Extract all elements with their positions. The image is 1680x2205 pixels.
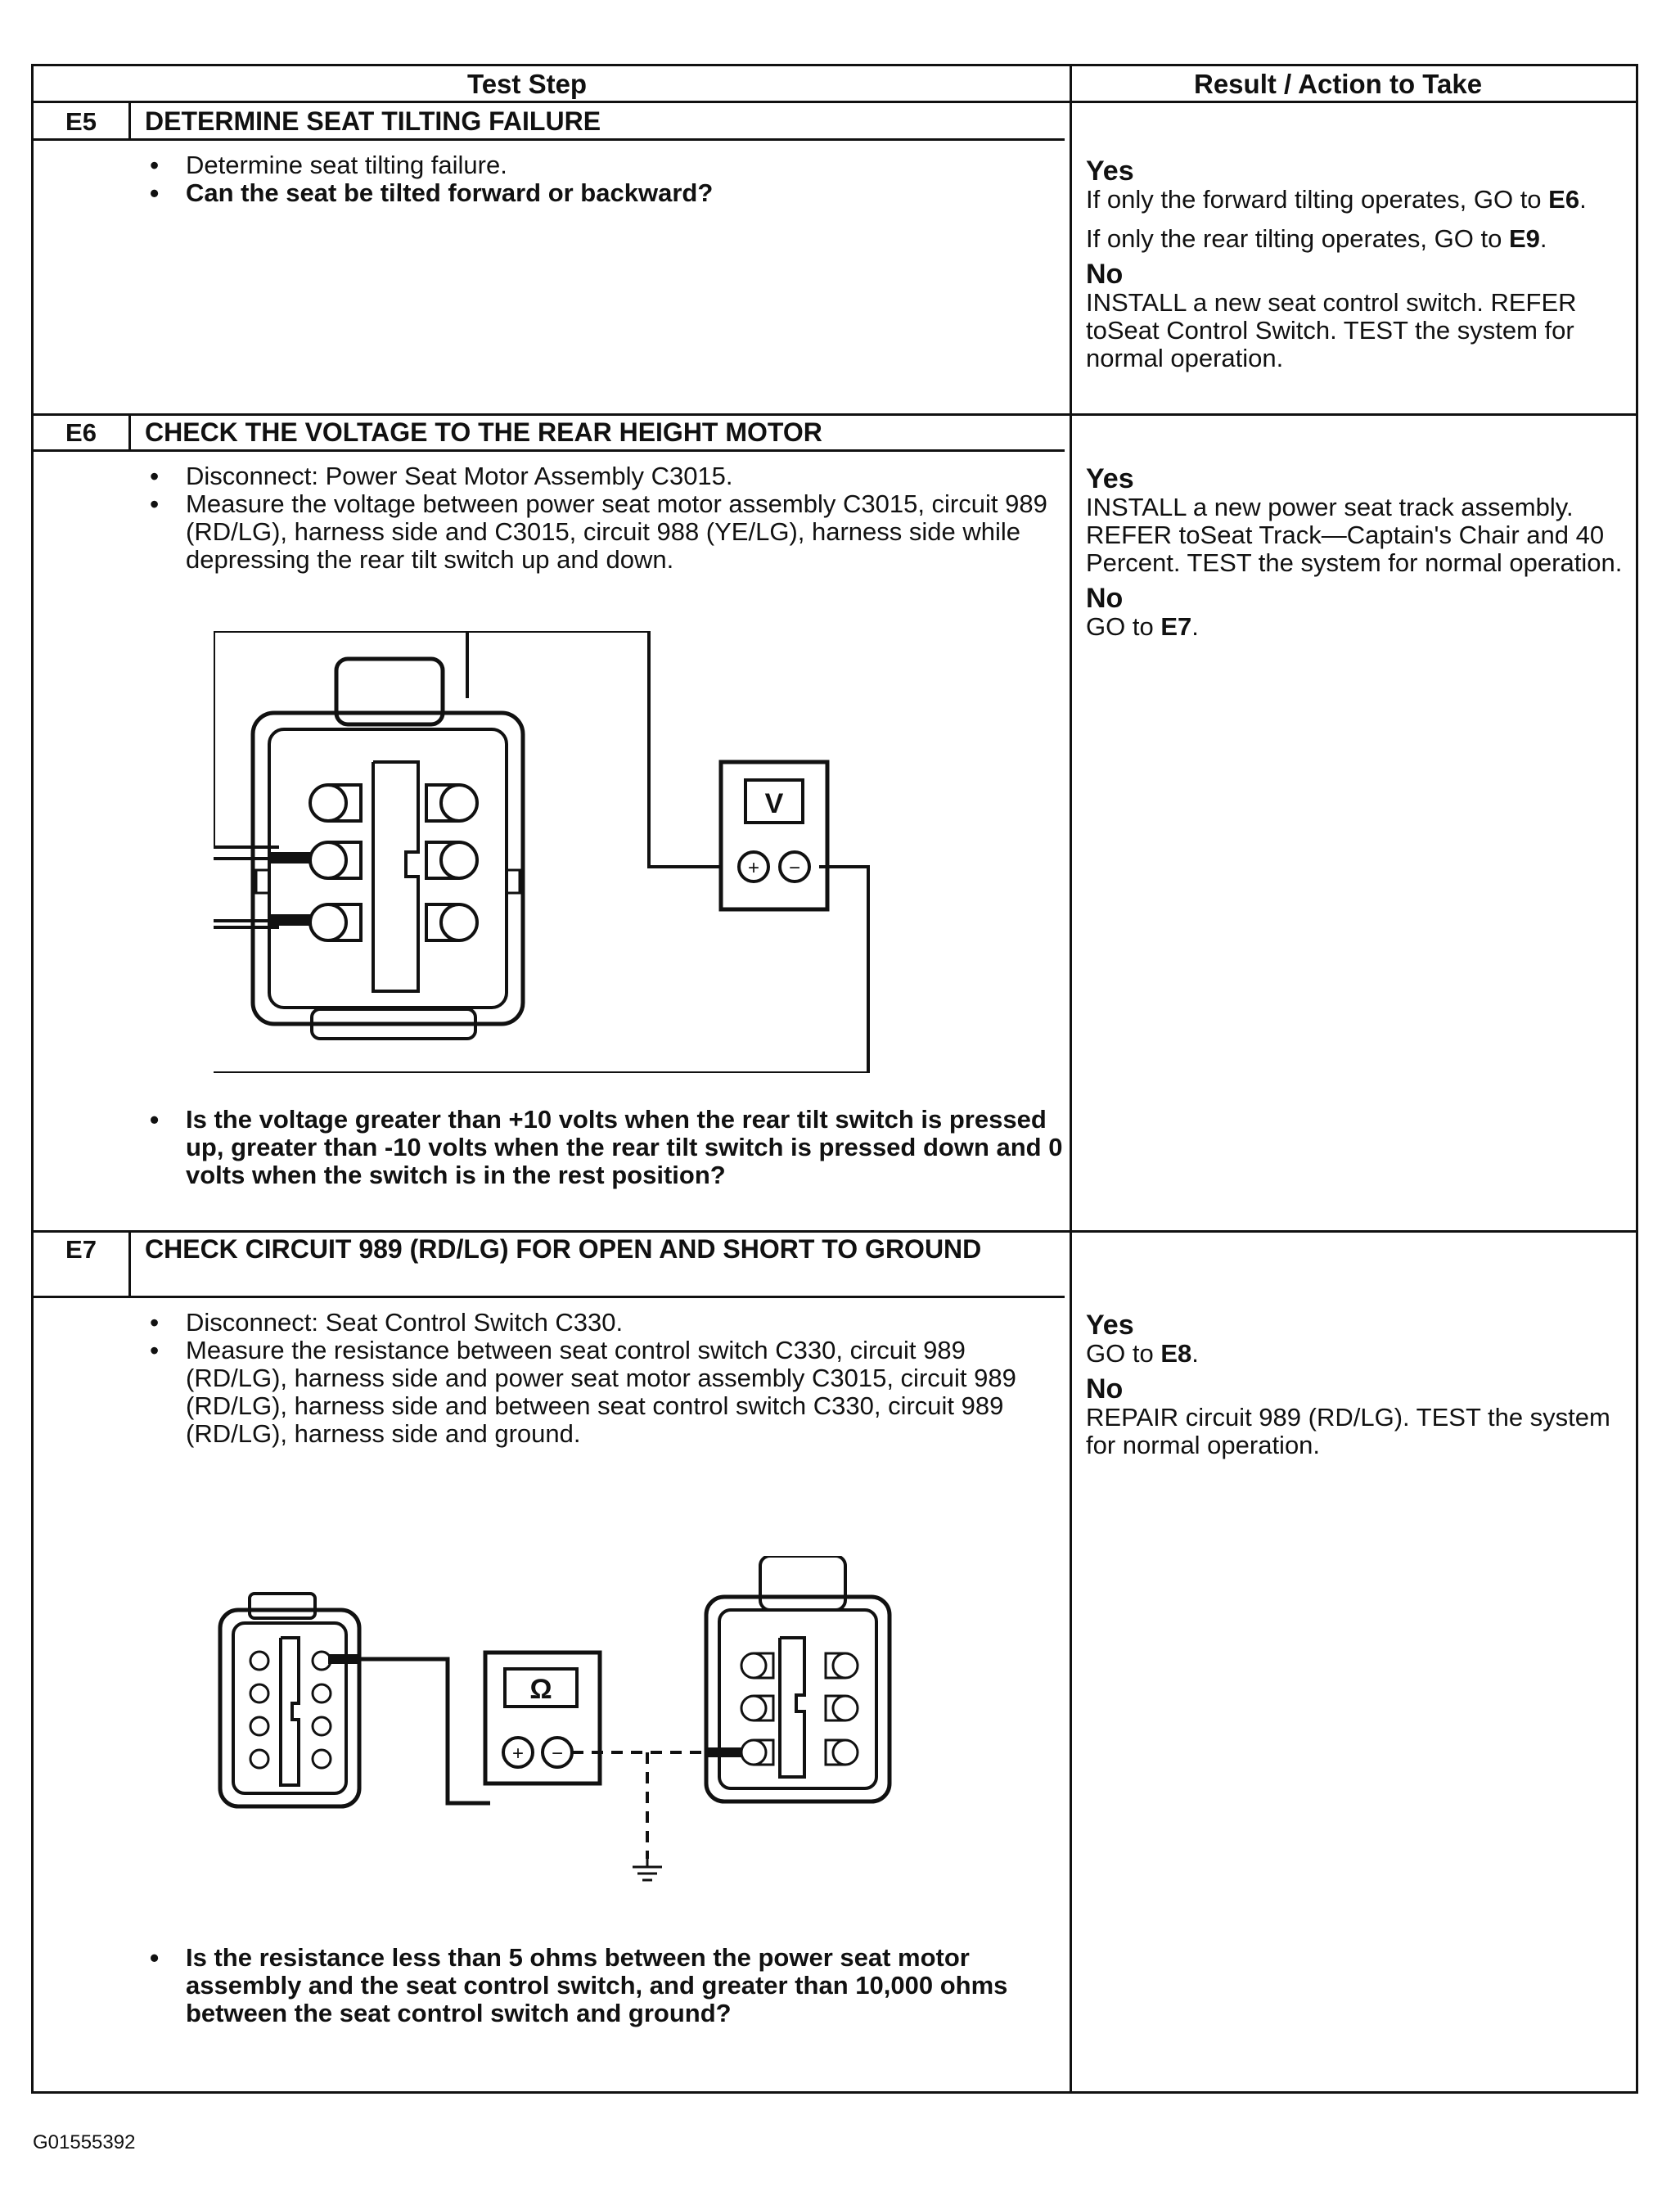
c3015-center-key bbox=[780, 1638, 804, 1777]
ohmmeter-symbol: Ω bbox=[529, 1674, 552, 1705]
row-divider bbox=[34, 1296, 1065, 1298]
step-e5-bullets bbox=[130, 151, 1063, 207]
bullet-item: • Measure the voltage between power seat motor assembly C3015, circuit 989 (RD/LG), harness side and C3015, circuit 988 (YE/LG), harness side while depressing the rear tilt switch up and down. bbox=[130, 490, 1063, 574]
bullet-question: • Is the voltage greater than +10 volts when the rear tilt switch is pressed up, greater than -10 volts when the rear tilt switch is pressed down and 0 volts when the switch is in the rest position? bbox=[130, 1106, 1063, 1189]
row-divider bbox=[34, 449, 1065, 452]
c330-latch bbox=[250, 1594, 315, 1618]
plus-sign: + bbox=[511, 1743, 525, 1765]
no-heading: No bbox=[1086, 583, 1124, 614]
no-heading: No bbox=[1086, 1373, 1124, 1405]
result-text: If only the rear tilting operates, GO to E9. bbox=[1086, 224, 1547, 253]
c330-inner bbox=[233, 1623, 346, 1793]
minus-sign: − bbox=[551, 1743, 564, 1765]
c330-center-key bbox=[281, 1638, 299, 1785]
c3015-latch bbox=[760, 1556, 845, 1610]
bullet-question: • Can the seat be tilted forward or backward? bbox=[130, 179, 1063, 207]
voltage-test-diagram bbox=[214, 631, 893, 1073]
result-text: GO to E7. bbox=[1086, 612, 1199, 641]
row-divider bbox=[34, 1230, 1636, 1233]
yes-heading: Yes bbox=[1086, 463, 1134, 494]
ground-icon bbox=[633, 1851, 662, 1880]
step-e6-bullets bbox=[130, 462, 1063, 574]
bullet-item: • Determine seat tilting failure. bbox=[130, 151, 1063, 179]
header-test-step: Test Step bbox=[467, 69, 588, 99]
ohmmeter-body bbox=[485, 1653, 600, 1783]
result-e6 bbox=[1086, 459, 1634, 652]
result-text: If only the forward tilting operates, GO to E6. bbox=[1086, 185, 1587, 214]
id-divider bbox=[128, 1230, 131, 1296]
diagnostic-table bbox=[31, 64, 1638, 2094]
step-id-e7: E7 bbox=[65, 1235, 97, 1264]
bullet-item: • Disconnect: Power Seat Motor Assembly C3015. bbox=[130, 462, 1063, 490]
result-text: GO to E8. bbox=[1086, 1339, 1199, 1368]
connector-side-notch bbox=[256, 870, 269, 893]
step-title-e7: CHECK CIRCUIT 989 (RD/LG) FOR OPEN AND SHORT TO GROUND bbox=[145, 1234, 982, 1264]
c3015-pin-cavities bbox=[741, 1653, 858, 1765]
step-id-e6: E6 bbox=[65, 418, 97, 447]
test-lead-wire bbox=[214, 867, 868, 1073]
step-e7-question bbox=[130, 1944, 1063, 2027]
connector-pin-cavities bbox=[310, 785, 477, 940]
step-title-e6: CHECK THE VOLTAGE TO THE REAR HEIGHT MOTOR bbox=[145, 417, 822, 447]
row-divider bbox=[34, 101, 1636, 103]
connector-side-notch bbox=[507, 870, 520, 893]
probe-tip bbox=[269, 852, 310, 926]
resistance-test-diagram bbox=[214, 1556, 893, 1900]
probe-lead bbox=[359, 1659, 490, 1803]
bullet-item: • Measure the resistance between seat control switch C330, circuit 989 (RD/LG), harness side and power seat motor assembly C3015, circuit 989 (RD/LG), harness side and between seat control switch C330, circuit 989 (RD/LG), harness side and ground. bbox=[130, 1337, 1063, 1448]
row-divider bbox=[34, 413, 1636, 416]
step-title-e5: DETERMINE SEAT TILTING FAILURE bbox=[145, 106, 601, 136]
result-e5 bbox=[1086, 151, 1634, 384]
voltmeter-symbol: V bbox=[764, 788, 784, 819]
probe-tip bbox=[706, 1747, 742, 1757]
voltmeter-body bbox=[721, 762, 827, 909]
header-result-action: Result / Action to Take bbox=[1194, 69, 1483, 99]
id-divider bbox=[128, 101, 131, 138]
step-e7-bullets bbox=[130, 1309, 1063, 1448]
step-e6-question bbox=[130, 1106, 1063, 1189]
test-lead-wire bbox=[467, 631, 615, 698]
bullet-item: • Disconnect: Seat Control Switch C330. bbox=[130, 1309, 1063, 1337]
connector-outer-shell bbox=[253, 713, 523, 1024]
figure-id: G01555392 bbox=[33, 2131, 136, 2153]
result-text: INSTALL a new power seat track assembly. REFER toSeat Track—Captain's Chair and 40 Percent. TEST the system for normal operation. bbox=[1086, 493, 1623, 577]
yes-heading: Yes bbox=[1086, 1310, 1134, 1341]
no-heading: No bbox=[1086, 259, 1124, 290]
connector-center-key bbox=[373, 762, 418, 991]
step-id-e5: E5 bbox=[65, 107, 97, 136]
plus-sign: + bbox=[747, 857, 760, 879]
yes-heading: Yes bbox=[1086, 156, 1134, 187]
minus-sign: − bbox=[788, 857, 801, 879]
row-divider bbox=[34, 138, 1065, 141]
result-text: REPAIR circuit 989 (RD/LG). TEST the system for normal operation. bbox=[1086, 1403, 1610, 1459]
column-divider bbox=[1070, 66, 1072, 2091]
bullet-question: • Is the resistance less than 5 ohms between the power seat motor assembly and the seat control switch, and greater than 10,000 ohms between the seat control switch and ground? bbox=[130, 1944, 1063, 2027]
probe-tip bbox=[328, 1654, 361, 1664]
result-e7 bbox=[1086, 1305, 1634, 1471]
id-divider bbox=[128, 413, 131, 449]
result-text: INSTALL a new seat control switch. REFER toSeat Control Switch. TEST the system for normal operation. bbox=[1086, 288, 1577, 372]
connector-inner-shell bbox=[269, 729, 507, 1008]
